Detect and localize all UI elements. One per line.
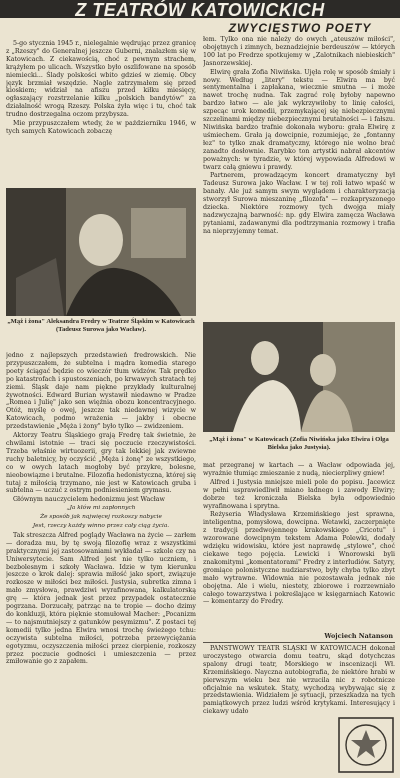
article-title: ZWYCIĘSTWO POETY	[228, 21, 372, 35]
left-top-column	[6, 40, 196, 186]
author-signature: Wojciech Natanson	[324, 632, 393, 640]
left-bottom-column	[6, 352, 196, 772]
paragraph: mat przegranej w kartach — a Wacław odpowiada jej, wyrażnie tłumiąc zmieszanie z nudą, niecierpliwy gniew!	[203, 462, 395, 477]
paragraph: Tak streszcza Alfred poglądy Wacława na życie — zarłem — doradza mu, by tę swoją filozofię wraz z wszystkimi praktycznymi jej zastosowaniami wykładał — szkole czy na Uniwersytecie. Sam Alfred jest nie tylko uczniem, i bezbolesnym i szkoły Wacława. Idzie w tym kierunku jeszcze o krok dalej: sprawia miłość jako sport, związuje rozkosze w miłości bez miłości. Justysia, subretka zimna i mało zmysłowa, prawdziwi wyrafinowana, kalkulatorską grę — która jednak jest przez przypadek ostatecznie pogrzana. Dorzucały, patrząc na te tropie — docho dzimy do konkluzji, która pięknie stomułował Macher: „Pocanizm — to najsmutniejszy z gatunków pesymizmu". Z postaci tej komedii tylko jedna Elwira wnosi trochę świeżego tchu: oczywista subtelna miłości, potrzeba przewyciężania egotyzmu, oczyszczenia miłości przez cierpienie, rozkoszy przez poczucie godności i umieszczenia — przez zmiłowanie go z zapałem.	[6, 531, 196, 666]
right-bottom-column	[203, 462, 395, 630]
right-top-column	[203, 36, 395, 318]
divider	[203, 642, 395, 643]
theatre-photo-niwinska	[203, 322, 395, 432]
paragraph: łem. Tylko ona nie należy do owych „ateuszów miłości", obojętnych i zimnych, beznadziejnie berdeuszów — których 100 lat po Fredrze spotkujemy w „Zalotnikach niebieskich" Jasnorzewskiej.	[203, 36, 395, 67]
paragraph: Mie przypuszczałem wtedy, że w październiku 1946, w tych samych Katowicach zobaczę	[6, 120, 196, 135]
paragraph: Elwirę grała Zofia Niwińska. Ujęła rolę w sposób śmiały i nowy. Według „litery" tekstu — Elwira ma być sentymentalna i zapłakana, wiecznie smutna — i może nawet trochę nudna. Tak zagrać rolę byłoby napewno bardzo łatwo — ale jak wykrzywiłoby to linię całości, szpecąc urok komedii, przemykającej się niebezpiecznymi szczelinami między niebezpiecznymi brutalności — i fałszu. Niwińska bardzo trafnie dokonała wyboru: grała Elwirę z uśmiechem. Grała ją dowcipnie, rozumiejąc, że „fontanny łez" to tylko znak dramatyczny, którego nie wolno brać zanadto dosłownie. Rarybko ton artystki nabrał akcentów poważnych: w tyradzie, w której wypowiada Alfredowi w twarz całą gniewu i prawdy.	[203, 68, 395, 171]
photo-image	[6, 188, 196, 316]
paragraph: jedno z najlepszych przedstawień fredrowskich. Nie przypuszczałem, że subtelna i mądra komedia starego poety ściągać będzie co wieczór tłum widzów. Tak prędko po katastrofach i spustoszeniach, po krwawych stratach tej ziemi. Śląsk daje nam piękne przykłady kulturalnej żywotności. Edward Burian wystawił niedawno w Pradze „Romea i Julię" jako sen więźnia obozu koncentracyjnego. Otóż, myślę o owej, jeszcze tak niedawnej wizycie w Katowicach, podmo wrażenia — jakby i obecne przedstawienie „Męża i żony" było tylko — zwidzeniem.	[6, 352, 196, 431]
paragraph: Reżyseria Władysława Krzemińskiego jest sprawna, inteligentna, pomysłowa, dowcipna. Wetawki, zaczerpnięte z tradycji przedwojennego krakowskiego „Cricotu" i wzorowane dowcipnym tekstem Adama Polewki, dodały wdzięku widowisku, które jest naprawdę „stylowe", choć ciekawe tego pojęcia. Lewicki i Wnorowski byli znakomitymi „komentatorami" Fredry z interludiów. Satyry, gromiące polonistyczne nudziarstwo, były chyba tylko zbyt mało wytrawne. Widownia nie pozostawała jednak nie obojętna. Ale i wielu, niestety, zbiorowe i rozrzewniało całego towarzystwa i pokreślające w księgarniach Katowic — komentarzy do Fredry.	[203, 511, 395, 606]
verse-line: Jest, rzeczy każdy winno przez cały ciąg życia.	[32, 523, 170, 530]
paragraph: Aktorzy Teatru Śląskiego grają Fredrę tak świetnie, że chwilami istotnie — traci się poczucie rzeczywistości. Trzeba właśnie wirtuozerii, gry tak lekkiej jak zwiewne ruchy baletnicy, by oczyścić „Męża i żonę" ze wszystkiego, co w owych latach mogłoby być przykre, bolesne, nieobowiązne i brutalne. Filozofia hedonistyczna, której się tutaj z miłością trzymano, nie jest w Katowicach gruba i subtelna — uczuć z ostrym podniesieniem grymasu.	[6, 432, 196, 495]
paragraph: Głównym nauczycielem hedonizmu jest Wacław	[13, 496, 165, 504]
paragraph: Alfred i Justysia mniejsze mieli pole do popisu. Jacewicz w pełni usprawiedliwił miano ładnego i zawody Elwiry; dobrze też kroniczała Bielska była odpowiednio wyrafinowana i sprytna.	[203, 478, 395, 510]
paragraph: 5-go stycznia 1945 r., nielegalnie wędrując przez granicę z „Rzeszy" do Generalnej jeszcze Guberni, znalazłem się w Katowicach. Z ciekawością, choć z pewnym strachem, krążyłem po ulicach. Wszystko było oszlifowane na sposób niemiecki... Ślady polskości wbito gdzieś w ziemię. Obcy język brzmiał wszędzie. Nagle zatrzymałem się przed kioskiem; widział na afiszu przed kiłku miesięcy, ogłaszający rozstrzelanie kilku „polskich bandytów" za działalność wrogą Rzeszy. Polska żyła więc i tu, choć tak trudno dostrzegalna oczom przybysza.	[6, 40, 196, 119]
paragraph: Partnerem, prowadzącym koncert dramatyczny był Tadeusz Surowa jako Wacław. I w tej roli łatwo wpaść w banały. Ale już samym swym wyglądem i charakteryzacją stworzył Surowa mieszaninę „filozofa" — rozkapryszonego dziecka. Niektóre rozmowy tych dwojga miały nadzwyczajną barwność: np. gdy Elwira zamęcza Wacława pytaniami, zadawanymi dla podtrzymania rozmowy i trafia na nieprzyjemny temat.	[203, 172, 395, 235]
paragraph: PAŃSTWOWY TEATR ŚLĄSKI W KATOWICACH dokonał uroczystego otwarcia domu teatru, skąd dotychczas spalony drugi teatr, Morskiego w inscenizacji Wł. Krzemińskiego. Nayczna autobiografia, że niektóre hrabi w pierwszym wieku bez nie wrzucila nic z robotnicze oficjalnie na wskutek. Staty, wychodzą wybywając się z przedstawienia. Widziałem je sytuacji, przeszkadza na tych pamiątkowych przez ludzi wśród krytykami. Interesujący i ciekawy udało	[203, 645, 395, 716]
library-stamp	[337, 716, 395, 774]
section-header: Z TEATRÓW KATOWICKICH	[0, 0, 400, 18]
photo-image	[203, 322, 395, 432]
verse-line: „Ja kłów mi zapłonnych	[66, 505, 136, 512]
photo-caption-niwinska: „Mąż i żona" w Katowicach (Zofia Niwińska jako Elwira i Olga Bielska jako Justysia).	[209, 436, 389, 451]
theatre-photo-surowa	[6, 188, 196, 316]
photo-caption-surowa: „Mąż i żona" Aleksandra Fredry w Teatrze Śląskim w Katowicach (Tadeusz Surowa jako Wacław).	[7, 318, 195, 333]
stamp-icon	[337, 716, 395, 774]
verse-line: Że sposób jak najwięcej rozkoszy nabycie	[40, 514, 162, 521]
